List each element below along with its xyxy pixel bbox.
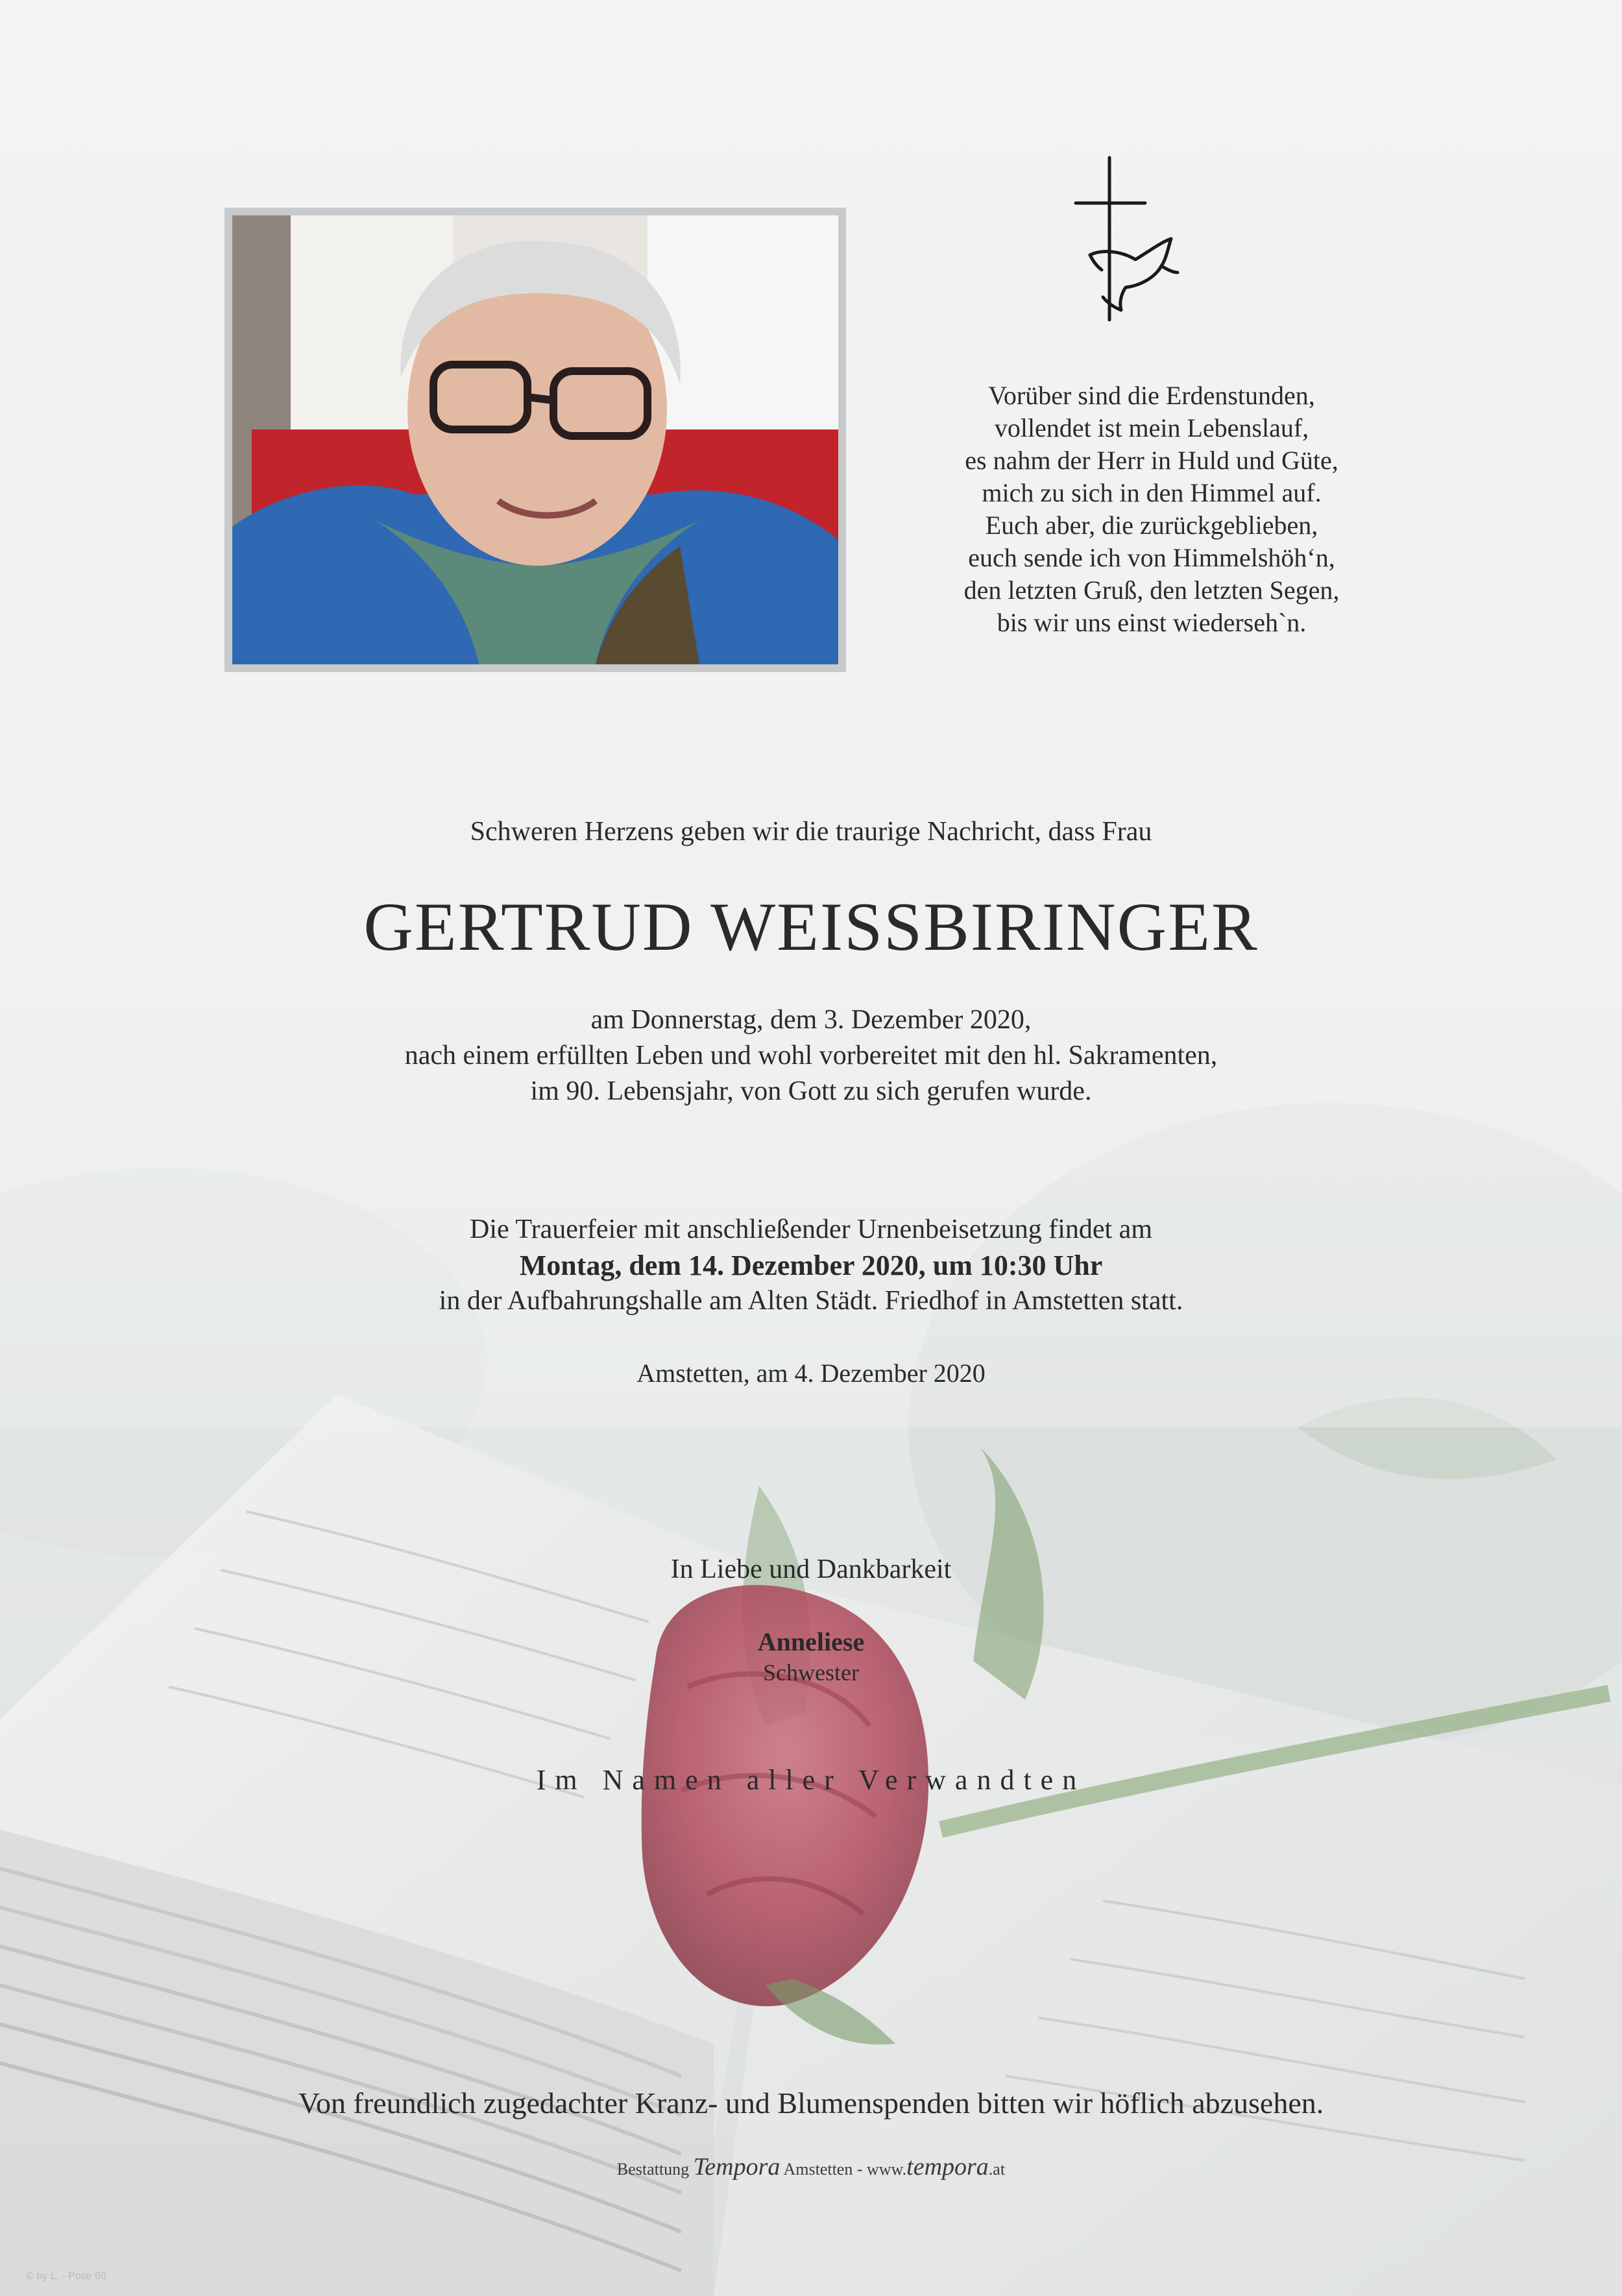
death-line: im 90. Lebensjahr, von Gott zu sich gerufen wurde. (530, 1076, 1092, 1106)
portrait-frame (224, 208, 846, 672)
thanks-line: In Liebe und Dankbarkeit (670, 1554, 952, 1584)
death-announcement (0, 1002, 1622, 1109)
ceremony-location: in der Aufbahrungshalle am Alten Städt. Friedhof in Amstetten statt. (439, 1286, 1183, 1316)
poem (843, 380, 1460, 639)
ceremony-date-time: Montag, dem 14. Dezember 2020, um 10:30 Uhr (519, 1250, 1103, 1281)
funeral-home-footer (0, 2153, 1622, 2181)
poem-line: mich zu sich in den Himmel auf. (982, 478, 1322, 507)
intro-text: Schweren Herzens geben wir die traurige Nachricht, dass Frau (470, 817, 1152, 847)
donation-request: Von freundlich zugedachter Kranz- und Blumenspenden bitten wir höflich abzusehen. (298, 2086, 1324, 2120)
funeral-home-brand: Tempora (693, 2153, 781, 2181)
poem-line: bis wir uns einst wiederseh`n. (997, 608, 1307, 637)
image-credit: © by L. - Pose 60 (26, 2271, 106, 2282)
poem-line: vollendet ist mein Lebenslauf, (994, 413, 1309, 442)
cross-dove-icon (1064, 154, 1187, 330)
death-line: am Donnerstag, dem 3. Dezember 2020, (590, 1005, 1032, 1035)
ceremony-intro: Die Trauerfeier mit anschließender Urnenbeisetzung findet am (470, 1214, 1152, 1244)
website-brand: tempora (906, 2153, 989, 2181)
death-line: nach einem erfüllten Leben und wohl vorbereitet mit den hl. Sakramenten, (404, 1041, 1218, 1070)
poem-line: euch sende ich von Himmelshöh‘n, (968, 543, 1335, 572)
deceased-name: GERTRUD WEISSBIRINGER (363, 889, 1259, 965)
poem-line: den letzten Gruß, den letzten Segen, (963, 575, 1340, 605)
poem-line: Vorüber sind die Erdenstunden, (988, 381, 1315, 410)
footer-suffix: .at (988, 2160, 1006, 2179)
footer-prefix: Bestattung (616, 2160, 690, 2179)
portrait-illustration (232, 215, 838, 664)
portrait-photo (232, 215, 838, 664)
mourner-relation: Schwester (763, 1660, 859, 1686)
ceremony-info (0, 1212, 1622, 1319)
poem-line: Euch aber, die zurückgeblieben, (985, 511, 1318, 540)
footer-middle: Amstetten - www. (783, 2160, 907, 2179)
relatives-line: Im Namen aller Verwandten (536, 1764, 1086, 1796)
place-and-date: Amstetten, am 4. Dezember 2020 (636, 1359, 986, 1388)
mourner-name: Anneliese (757, 1627, 865, 1656)
poem-line: es nahm der Herr in Huld und Güte, (965, 446, 1338, 475)
